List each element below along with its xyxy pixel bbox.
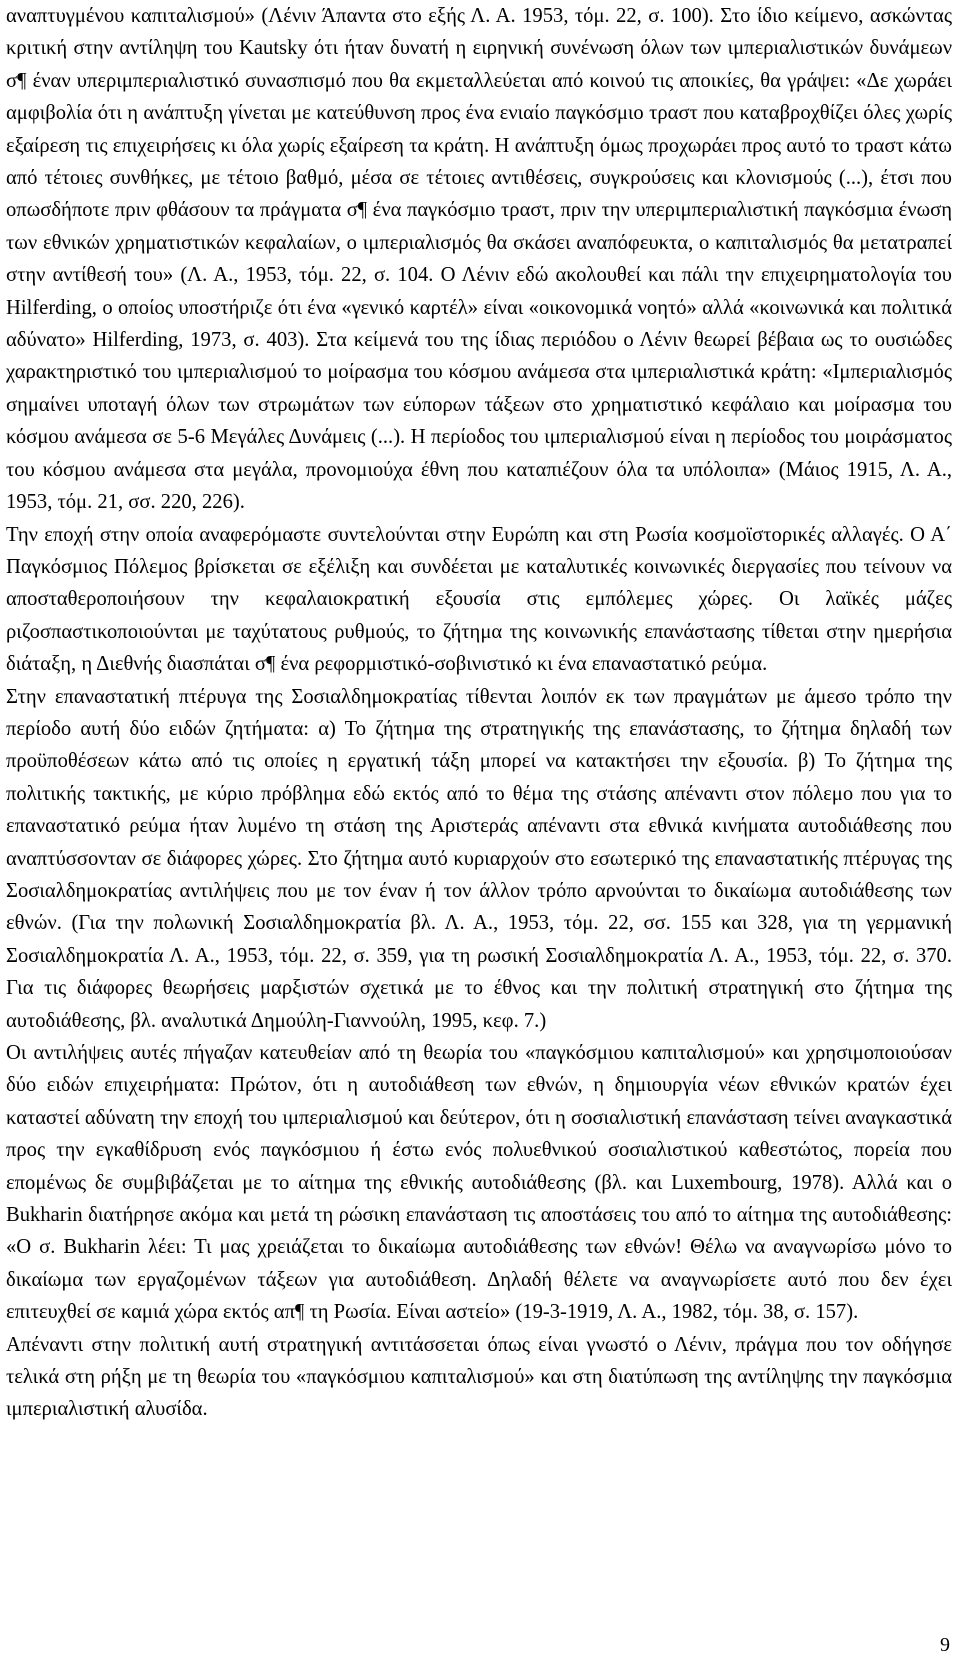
paragraph-world-war-changes: Την εποχή στην οποία αναφερόμαστε συντελούνται στην Ευρώπη και στη Ρωσία κοσμοϊστορικές αλλαγές. Ο Α΄ Παγκόσμιος Πόλεμος βρίσκεται σε εξέλιξη και συνδέεται με καταλυτικές κοινωνικές διεργασίες που τείνουν να αποσταθεροποιήσουν την κεφαλαιοκρατική εξουσία στις εμπόλεμες χώρες. Οι λαϊκές μάζες ριζοσπαστικοποιούνται με ταχύτατους ρυθμούς, το ζήτημα της κοινωνικής επανάστασης τίθεται στην ημερήσια διάταξη, η Διεθνής διασπάται σ¶ ένα ρεφορμιστικό-σοβινιστικό κι ένα επαναστατικό ρεύμα. — [6, 523, 952, 676]
paragraph-imperialism-trust: αναπτυγμένου καπιταλισμού» (Λένιν Άπαντα στο εξής Λ. Α. 1953, τόμ. 22, σ. 100). Στο ίδιο κείμενο, ασκώντας κριτική στην αντίληψη του Kautsky ότι ήταν δυνατή η ειρηνική συνένωση όλων των ιμπεριαλιστικών δυνάμεων σ¶ έναν υπεριμπεριαλιστικό συνασπισμό που θα εκμεταλλεύεται από κοινού τις αποικίες, θα γράψει: «Δε χωράει αμφιβολία ότι η ανάπτυξη γίνεται με κατεύθυνση προς ένα ενιαίο παγκόσμιο τραστ που καταβροχθίζει όλες χωρίς εξαίρεση τις επιχειρήσεις κι όλα χωρίς εξαίρεση τα κράτη. Η ανάπτυξη όμως προχωράει προς αυτό το τραστ κάτω από τέτοιες συνθήκες, με τέτοιο βαθμό, μέσα σε τέτοιες αντιθέσεις, συγκρούσεις και κλονισμούς (...), έτσι που οπωσδήποτε πριν φθάσουν τα πράγματα σ¶ ένα παγκόσμιο τραστ, πριν την υπεριμπεριαλιστική παγκόσμια ένωση των εθνικών χρηματιστικών κεφαλαίων, ο ιμπεριαλισμός θα σκάσει αναπόφευκτα, ο καπιταλισμός θα μετατραπεί στην αντίθεσή του» (Λ. Α., 1953, τόμ. 22, σ. 104. Ο Λένιν εδώ ακολουθεί και πάλι την επιχειρηματολογία του Hilferding, ο οποίος υποστήριζε ότι ένα «γενικό καρτέλ» είναι «οικονομικά νοητό» αλλά «κοινωνικά και πολιτικά αδύνατο» Hilferding, 1973, σ. 403). Στα κείμενά του της ίδιας περιόδου ο Λένιν θεωρεί βέβαια ως το ουσιώδες χαρακτηριστικό του ιμπεριαλισμού το μοίρασμα του κόσμου ανάμεσα στα ιμπεριαλιστικά κράτη: «Ιμπεριαλισμός σημαίνει υποταγή όλων των στρωμάτων των εύπορων τάξεων στο χρηματιστικό κεφάλαιο και μοίρασμα του κόσμου ανάμεσα σε 5-6 Μεγάλες Δυνάμεις (...). Η περίοδος του ιμπεριαλισμού είναι η περίοδος του μοιράσματος του κόσμου ανάμεσα στα μεγάλα, προνομιούχα έθνη που καταπιέζουν όλα τα υπόλοιπα» (Μάιος 1915, Λ. Α., 1953, τόμ. 21, σσ. 220, 226). — [6, 5, 952, 514]
document-page — [6, 0, 952, 1426]
page-number: 9 — [940, 1634, 950, 1656]
paragraph-lenin-rupture: Απέναντι στην πολιτική αυτή στρατηγική αντιτάσσεται όπως είναι γνωστό ο Λένιν, πράγμα που τον οδήγησε τελικά στη ρήξη με τη θεωρία του «παγκόσμιου καπιταλισμού» και στη διατύπωση της αντίληψης την παγκόσμια ιμπεριαλιστική αλυσίδα. — [6, 1333, 952, 1421]
paragraph-revolutionary-wing-questions: Στην επαναστατική πτέρυγα της Σοσιαλδημοκρατίας τίθενται λοιπόν εκ των πραγμάτων με άμεσο τρόπο την περίοδο αυτή δύο ειδών ζητήματα: α) Το ζήτημα της στρατηγικής της επανάστασης, το ζήτημα δηλαδή των προϋποθέσεων κάτω από τις οποίες η εργατική τάξη μπορεί να κατακτήσει την εξουσία. β) Το ζήτημα της πολιτικής τακτικής, με κύριο πρόβλημα εδώ εκτός από το θέμα της στάσης απέναντι στον πόλεμο που για το επαναστατικό ρεύμα ήταν λυμένο τη στάση της Αριστεράς απέναντι στα εθνικά κινήματα αυτοδιάθεσης που αναπτύσσονταν σε διάφορες χώρες. Στο ζήτημα αυτό κυριαρχούν στο εσωτερικό της επαναστατικής πτέρυγας της Σοσιαλδημοκρατίας αντιλήψεις που με τον έναν ή τον άλλον τρόπο αρνούνται το δικαίωμα αυτοδιάθεσης των εθνών. (Για την πολωνική Σοσιαλδημοκρατία βλ. Λ. Α., 1953, τόμ. 22, σσ. 155 και 328, για τη γερμανική Σοσιαλδημοκρατία Λ. Α., 1953, τόμ. 22, σ. 359, για τη ρωσική Σοσιαλδημοκρατία Λ. Α., 1953, τόμ. 22, σ. 370. Για τις διάφορες θεωρήσεις μαρξιστών σχετικά με το έθνος και την πολιτική στρατηγική στο ζήτημα της αυτοδιάθεσης, βλ. αναλυτικά Δημούλη-Γιαννούλη, 1995, κεφ. 7.) — [6, 685, 952, 1032]
paragraph-self-determination-views: Οι αντιλήψεις αυτές πήγαζαν κατευθείαν από τη θεωρία του «παγκόσμιου καπιταλισμού» και χρησιμοποιούσαν δύο ειδών επιχειρήματα: Πρώτον, ότι η αυτοδιάθεση των εθνών, η δημιουργία νέων εθνικών κρατών έχει καταστεί αδύνατη την εποχή του ιμπεριαλισμού και δεύτερον, ότι η σοσιαλιστική επανάσταση τείνει αναγκαστικά προς την εγκαθίδρυση ενός παγκόσμιου ή έστω ενός πολυεθνικού σοσιαλιστικού καθεστώτος, πορεία που επομένως δε συμβιβάζεται με το αίτημα της εθνικής αυτοδιάθεσης (βλ. και Luxembourg, 1978). Αλλά και ο Bukharin διατήρησε ακόμα και μετά τη ρώσικη επανάσταση τις αποστάσεις του από το αίτημα της αυτοδιάθεσης: «Ο σ. Bukharin λέει: Τι μας χρειάζεται το δικαίωμα αυτοδιάθεσης των εθνών! Θέλω να αναγνωρίσω μόνο το δικαίωμα των εργαζομένων τάξεων για αυτοδιάθεση. Δηλαδή θέλετε να αναγνωρίσετε αυτό που δεν έχει επιτευχθεί σε καμιά χώρα εκτός απ¶ τη Ρωσία. Είναι αστείο» (19-3-1919, Λ. Α., 1982, τόμ. 38, σ. 157). — [6, 1042, 952, 1324]
